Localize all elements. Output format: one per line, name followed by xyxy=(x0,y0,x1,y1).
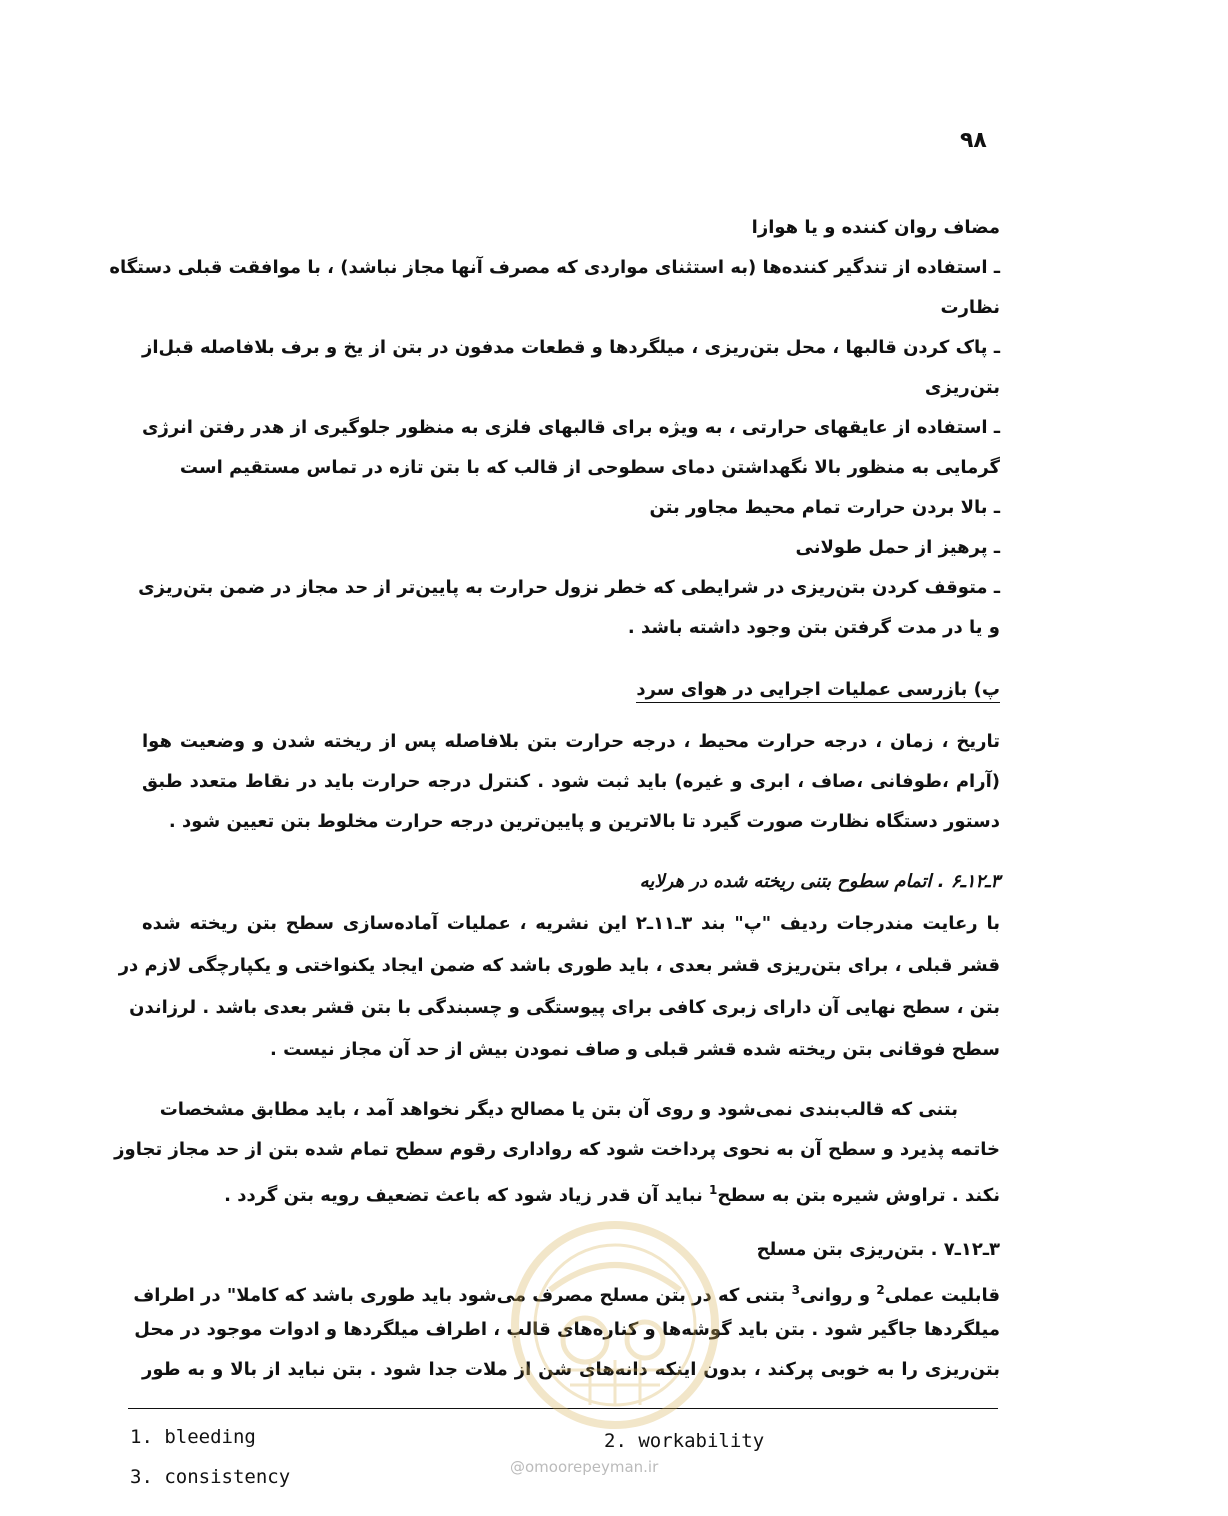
text-line-with-footnote xyxy=(224,1170,1000,1216)
text-line: بتن ، سطح نهایی آن دارای زبری کافی برای پیوستگی و چسبندگی با بتن قشر بعدی باشد . لرزاندن xyxy=(129,997,1000,1018)
text-line: میلگردها جاگیر شود . بتن باید گوشه‌ها و کناره‌های قالب ، اطراف میلگردها و ادوات موجود در محل xyxy=(134,1319,1000,1340)
text-line: بتنی که قالب‌بندی نمی‌شود و روی آن بتن یا مصالح دیگر نخواهد آمد ، باید مطابق مشخصات xyxy=(159,1099,958,1120)
watermark-text: @omoorepeyman.ir xyxy=(510,1458,659,1476)
text-line: ـ پاک کردن قالبها ، محل بتن‌ریزی ، میلگردها و قطعات مدفون در بتن از یخ و برف بلافاصله قبل‌از xyxy=(142,337,1000,358)
text-line: ـ متوقف کردن بتن‌ریزی در شرایطی که خطر نزول حرارت به پایین‌تر از حد مجاز در ضمن بتن‌ریزی xyxy=(138,577,1000,598)
text-line: ـ استفاده از عایقهای حرارتی ، به ویژه برای قالبهای فلزی به منظور جلوگیری از هدر رفتن انرژی xyxy=(141,417,1000,438)
text-segment: قابلیت عملی xyxy=(884,1285,1000,1306)
text-line: (آرام ،طوفانی ،صاف ، ابری و غیره) باید ثبت شود . کنترل درجه حرارت باید در نقاط متعدد طبق xyxy=(142,771,1000,792)
text-line: بتن‌ریزی xyxy=(924,377,1000,398)
heading-text: پ) بازرسی عملیات اجرایی در هوای سرد xyxy=(636,679,1000,703)
text-line: خاتمه پذیرد و سطح آن به نحوی پرداخت شود که رواداری رقوم سطح تمام شده بتن از حد مجاز تجاوز xyxy=(114,1139,1000,1160)
footnote-ref: 3 xyxy=(791,1283,800,1297)
text-line: با رعایت مندرجات ردیف "پ" بند ۳ـ۱۱ـ۲ این نشریه ، عملیات آماده‌سازی سطح بتن ریخته شده xyxy=(142,913,1000,934)
text-line: ـ بالا بردن حرارت تمام محیط مجاور بتن xyxy=(649,497,1000,518)
text-line: سطح فوقانی بتن ریخته شده قشر قبلی و صاف نمودن بیش از حد آن مجاز نیست . xyxy=(270,1039,1000,1060)
text-line: و یا در مدت گرفتن بتن وجود داشته باشد . xyxy=(627,617,1000,638)
watermark-seal-icon xyxy=(510,1220,720,1430)
footnote-ref: 1 xyxy=(709,1183,718,1197)
text-line: دستور دستگاه نظارت صورت گیرد تا بالاترین و پایین‌ترین درجه حرارت مخلوط بتن تعیین شود . xyxy=(168,811,1000,832)
text-line: مضاف روان کننده و یا هوازا xyxy=(751,217,1000,238)
section-heading-3-12-6: ۳ـ۱۲ـ۶ . اتمام سطوح بتنی ریخته شده در هرلایه xyxy=(639,871,1000,892)
footnote-ref: 2 xyxy=(876,1283,885,1297)
text-line: گرمایی به منظور بالا نگهداشتن دمای سطوحی از قالب که با بتن تازه در تماس مستقیم است xyxy=(179,457,1000,478)
footnote-3: 3. consistency xyxy=(130,1466,291,1488)
text-line: ـ استفاده از تندگیر کننده‌ها (به استثنای مواردی که مصرف آنها مجاز نباشد) ، با موافقت قبلی دستگاه xyxy=(109,257,1000,278)
text-line: بتن‌ریزی را به خوبی پرکند ، بدون اینکه دانه‌های شن از ملات جدا شود . بتن نباید از بالا و به طور xyxy=(142,1359,1000,1380)
section-heading-cold-weather-inspection xyxy=(636,670,1000,710)
text-line: قشر قبلی ، برای بتن‌ریزی قشر بعدی ، باید طوری باشد که ضمن ایجاد یکنواختی و یکپارچگی لازم در xyxy=(118,955,1000,976)
text-segment: نباید آن قدر زیاد شود که باعث تضعیف رویه بتن گردد . xyxy=(224,1185,703,1206)
page-number: ۹۸ xyxy=(960,128,987,153)
text-line: تاریخ ، زمان ، درجه حرارت محیط ، درجه حرارت بتن بلافاصله پس از ریخته شدن و وضعیت هوا xyxy=(142,731,1000,752)
footnote-1: 1. bleeding xyxy=(130,1426,256,1448)
text-segment: و روانی xyxy=(799,1285,871,1306)
footnote-2: 2. workability xyxy=(604,1430,765,1452)
text-segment: نکند . تراوش شیره بتن به سطح xyxy=(717,1185,1000,1206)
text-line: ـ پرهیز از حمل طولانی xyxy=(795,537,1000,558)
section-heading-3-12-7: ۳ـ۱۲ـ۷ . بتن‌ریزی بتن مسلح xyxy=(756,1239,1000,1260)
text-line: نظارت xyxy=(940,297,1000,318)
text-segment: بتنی که در بتن مسلح مصرف می‌شود باید طوری باشد که کاملا" در اطراف xyxy=(133,1285,786,1306)
